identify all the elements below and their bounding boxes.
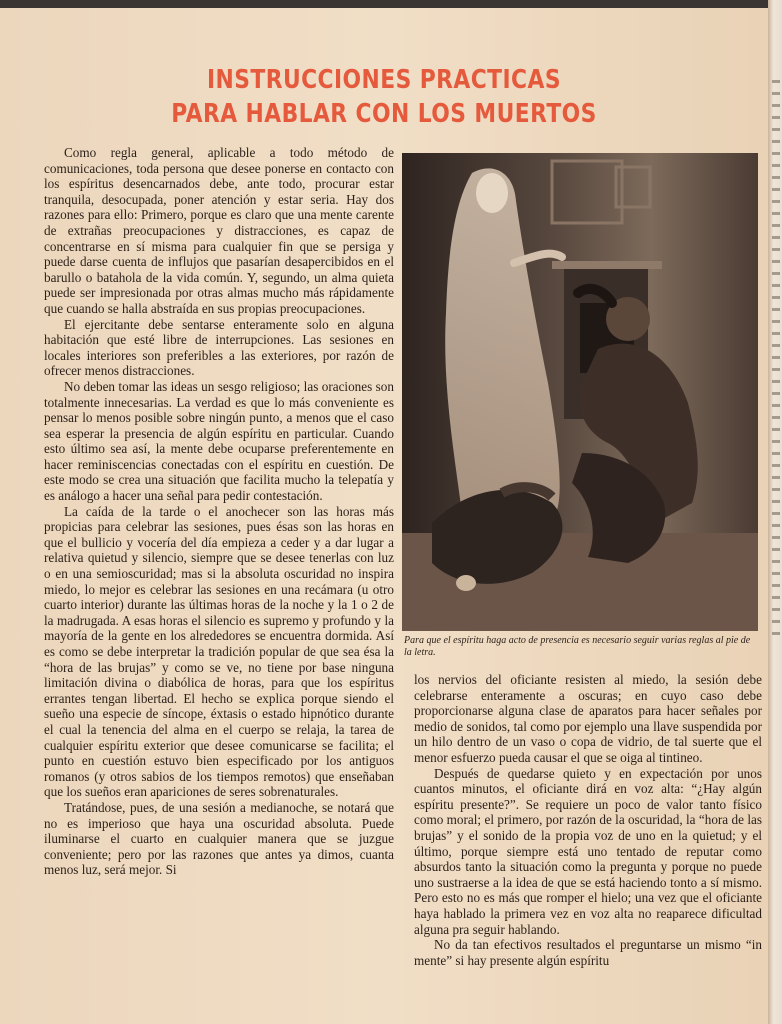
paragraph: La caída de la tarde o el anochecer son las horas más propicias para celebrar las sesiones, pues ésas son las horas en que el bullicio y vocería del día empieza a ceder y a dar lugar a relativa quietud y silencio, siempre que se desee tenerlas con luz o en una semioscuridad; mas si la absoluta oscuridad no inspira miedo, lo mejor es celebrar las sesiones en una recámara (u otro cuarto interior) durante las últimas horas de la noche y la 1 o 2 de la madrugada. A esas horas el silencio es supremo y profundo y la mayoría de la gente en los alrededores se encuentra dormida. Así es como se debe interpretar la tradición popular de que sea ésa la “hora de las brujas” y como se ve, no tiene por base ninguna limitación divina o diabólica de horas, para que los espíritus errantes tengan libertad. El hecho se explica porque siendo el sueño una especie de síncope, éxtasis o estado hipnótico durante el cual la tenencia del alma en el cuerpo se relaja, la tarea de cualquier espíritu exterior que desee comunicarse se facilita; el punto en cuestión estuvo bien especificado por los antiguos romanos (y otros sabios de los tiempos remotos) que enseñaban que los sueños eran apariciones de seres sobrenaturales. [44, 503, 394, 800]
paragraph: Como regla general, aplicable a todo método de comunicaciones, toda persona que desee ponerse en contacto con los espíritus desencarnados debe, ante todo, procurar estar tranquila, desocupada, poner atención y estar seria. Hay dos razones para ello: Primero, porque es claro que una mente carente de extrañas preocupaciones y distracciones, es capaz de concentrarse en sí misma para cualquier fin que se persiga y puede darse cuenta de influjos que pasarían desapercibidos en el barullo o batahola de la vida común. Y, segundo, un alma quieta puede ser impresionada por otras almas mucho más rápidamente que cuando se halla abstraída en sus propias preocupaciones. [44, 145, 394, 316]
paragraph: No da tan efectivos resultados el preguntarse un mismo “in mente” si hay presente algún espíritu [414, 937, 762, 968]
article-title-line-1: INSTRUCCIONES PRACTICAS [207, 65, 561, 95]
paragraph: El ejercitante debe sentarse enteramente solo en alguna habitación que esté libre de interrupciones. Las sesiones en locales interiores son preferibles a las exteriores, por razón de ofrecer menos distracciones. [44, 316, 394, 379]
left-column [44, 145, 394, 878]
paragraph: Tratándose, pues, de una sesión a medianoche, se notará que no es imperioso que haya una oscuridad absoluta. Puede iluminarse el cuarto en cualquier manera que se juzgue conveniente; pero por las razones que antes ya dimos, cuanta menos luz, será mejor. Si [44, 799, 394, 878]
paragraph: los nervios del oficiante resisten al miedo, la sesión debe celebrarse enteramente a oscuras; en cuyo caso debe proporcionarse alguna clase de aparatos para hacer señales por medio de sonidos, tal como por ejemplo una llave suspendida por un hilo dentro de un vaso o copa de vidrio, de tal suerte que el menor esfuerzo pueda causar el que se oiga al tintineo. [414, 672, 762, 765]
right-column [414, 672, 762, 968]
page-edge-text-strip [772, 80, 780, 640]
ghost-apparition-icon [402, 153, 758, 631]
magazine-page [0, 8, 768, 1024]
paragraph: Después de quedarse quieto y en expectación por unos cuantos minutos, el oficiante dirá en voz alta: “¿Hay algún espíritu presente?”. Se requiere un poco de valor tanto físico como moral; el primero, por razón de la oscuridad, la “hora de las brujas” y el sonido de la propia voz de uno en la quietud; y el último, porque siempre está uno tentado de reputar como absurdos tanto la situación como la pregunta y porque no puede uno sustraerse a la idea de que se está haciendo tonto a sí mismo. Pero esto no es más que romper el hielo; una vez que el oficiante haya hablado la primera vez en voz alta no reaparece dificultad alguna pra seguir hablando. [414, 765, 762, 937]
paragraph: No deben tomar las ideas un sesgo religioso; las oraciones son totalmente innecesarias. La verdad es que lo más conveniente es pensar lo menos posible sobre ningún punto, a menos que el caso sea esperar la presencia de algún espíritu en particular. Cuando esto último sea así, la mente debe ocuparse preferentemente en hacer reminiscencias conectadas con el espíritu en cuestión. De este modo se crea una situación que facilita mucho la telepatía y es análogo a hacer una señal para pedir contestación. [44, 378, 394, 504]
article-title-line-2: PARA HABLAR CON LOS MUERTOS [171, 99, 597, 129]
image-caption: Para que el espíritu haga acto de presencia es necesario seguir varias reglas al pie de la letra. [404, 635, 751, 658]
ghost-illustration [402, 153, 758, 631]
